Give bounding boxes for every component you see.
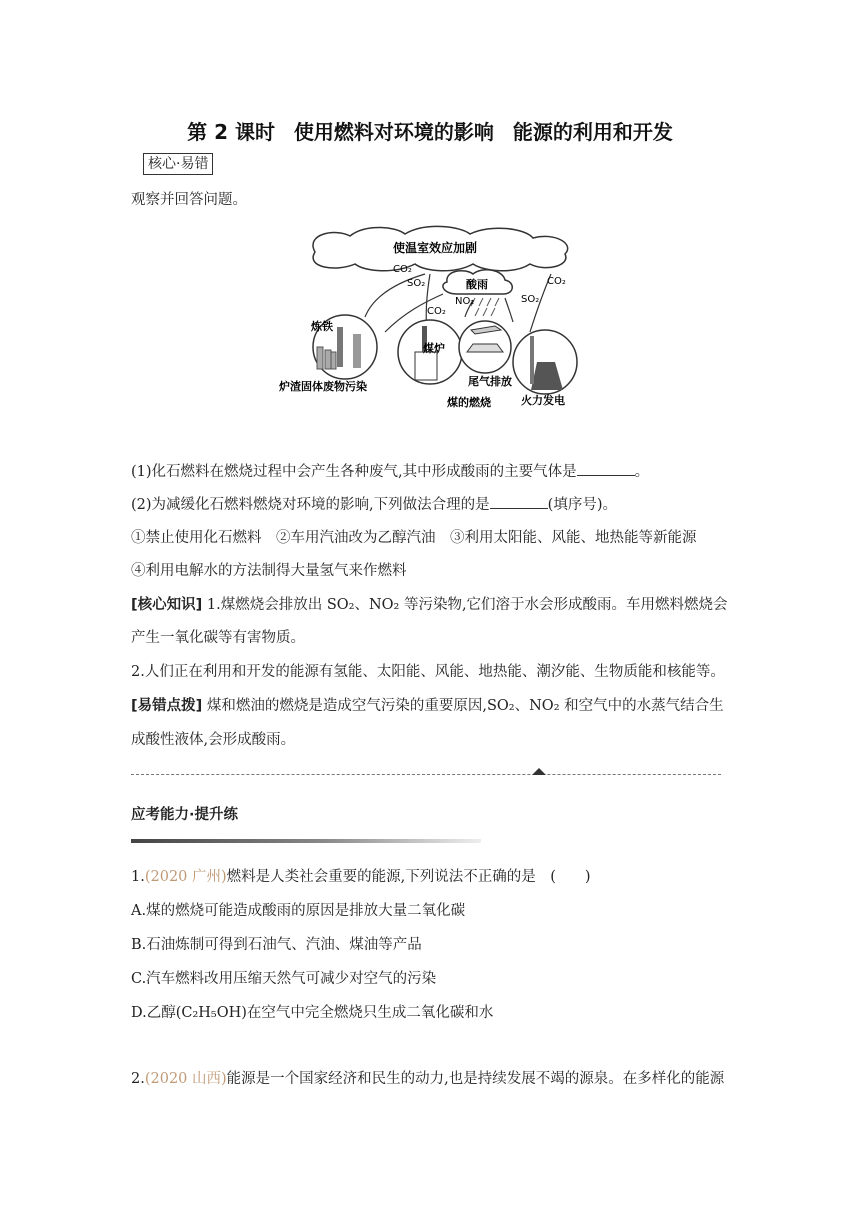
co2-label-3: CO₂	[547, 276, 566, 287]
answer-blank-1[interactable]	[577, 461, 635, 476]
exercise-1-number: 1.	[131, 869, 145, 885]
stove-icon	[415, 352, 437, 380]
exercise-1-stem	[131, 867, 591, 887]
slag-label: 炉渣固体废物污染	[279, 380, 367, 393]
exercise-2-number: 2.	[131, 1071, 145, 1087]
exercise-2-source: (2020 山西)	[144, 1071, 227, 1087]
lesson-subtitle: 能源的利用和开发	[512, 120, 673, 144]
options-line-2: ④利用电解水的方法制得大量氢气来作燃料	[131, 563, 407, 579]
exercise-2-stem	[131, 1069, 724, 1089]
tip-line-1	[131, 696, 724, 716]
question-2-end: (填序号)。	[547, 497, 617, 513]
section-underline	[131, 839, 481, 843]
furnace-label: 煤炉	[423, 342, 445, 355]
section-tag: 核心·易错	[143, 153, 213, 175]
section-title: 应考能力·提升练	[131, 807, 239, 823]
answer-blank-2[interactable]	[490, 494, 548, 509]
question-2-text: (2)为减缓化石燃料燃烧对环境的影响,下列做法合理的是	[131, 497, 490, 513]
divider-marker-icon	[532, 768, 546, 775]
power-label: 火力发电	[521, 394, 565, 407]
question-1-end: 。	[634, 464, 650, 480]
knowledge-line-3: 2.人们正在利用和开发的能源有氢能、太阳能、风能、地热能、潮汐能、生物质能和核能等。	[131, 664, 725, 680]
knowledge-text-1: 1.煤燃烧会排放出 SO₂、NO₂ 等污染物,它们溶于水会形成酸雨。车用燃料燃烧会	[202, 597, 728, 613]
so2-label-1: SO₂	[407, 278, 426, 289]
acid-rain-label: 酸雨	[466, 278, 488, 291]
no2-label: NO₂	[455, 296, 475, 307]
exhaust-label: 尾气排放	[468, 375, 512, 388]
co2-label-2: CO₂	[427, 306, 446, 317]
steel-label: 炼铁	[311, 320, 333, 333]
tip-label: [易错点拨]	[131, 698, 203, 714]
lesson-title: 使用燃料对环境的影响	[293, 120, 494, 144]
coal-burning-label: 煤的燃烧	[447, 396, 491, 409]
section-divider	[131, 774, 721, 775]
exercise-2-text: 能源是一个国家经济和民生的动力,也是持续发展不竭的源泉。在多样化的能源	[226, 1071, 725, 1087]
greenhouse-label: 使温室效应加剧	[392, 241, 478, 255]
question-1-text: (1)化石燃料在燃烧过程中会产生各种废气,其中形成酸雨的主要气体是	[131, 464, 577, 480]
car-icon	[467, 344, 503, 352]
so2-label-2: SO₂	[521, 294, 540, 305]
exercise-1-option-d[interactable]: D.乙醇(C₂H₅OH)在空气中完全燃烧只生成二氧化碳和水	[131, 1005, 494, 1021]
exercise-1-option-a[interactable]: A.煤的燃烧可能造成酸雨的原因是排放大量二氧化碳	[131, 903, 466, 919]
chimney-icon	[353, 334, 361, 368]
rain-lines	[471, 298, 499, 316]
exercise-1-source: (2020 广州)	[144, 869, 227, 885]
tip-text-1: 煤和燃油的燃烧是造成空气污染的重要原因,SO₂、NO₂ 和空气中的水蒸气结合生	[202, 698, 724, 714]
knowledge-label: [核心知识]	[131, 597, 203, 613]
question-1	[131, 461, 649, 482]
knowledge-line-2: 产生一氧化碳等有害物质。	[131, 630, 305, 646]
lesson-number: 第 2 课时	[187, 120, 275, 144]
chimney-icon	[530, 336, 534, 384]
options-line-1: ①禁止使用化石燃料 ②车用汽油改为乙醇汽油 ③利用太阳能、风能、地热能等新能源	[131, 530, 697, 546]
co2-label-1: CO₂	[393, 264, 412, 275]
page-title	[0, 116, 860, 145]
chimney-icon	[337, 327, 343, 367]
exercise-1-option-c[interactable]: C.汽车燃料改用压缩天然气可减少对空气的污染	[131, 971, 437, 987]
exercise-1-option-b[interactable]: B.石油炼制可得到石油气、汽油、煤油等产品	[131, 937, 422, 953]
intro-text: 观察并回答问题。	[131, 192, 247, 208]
tip-line-2: 成酸性液体,会形成酸雨。	[131, 732, 296, 748]
question-2	[131, 494, 617, 515]
pollution-diagram	[275, 222, 585, 412]
knowledge-line-1	[131, 595, 728, 615]
exercise-1-text: 燃料是人类社会重要的能源,下列说法不正确的是 ( )	[226, 869, 591, 885]
